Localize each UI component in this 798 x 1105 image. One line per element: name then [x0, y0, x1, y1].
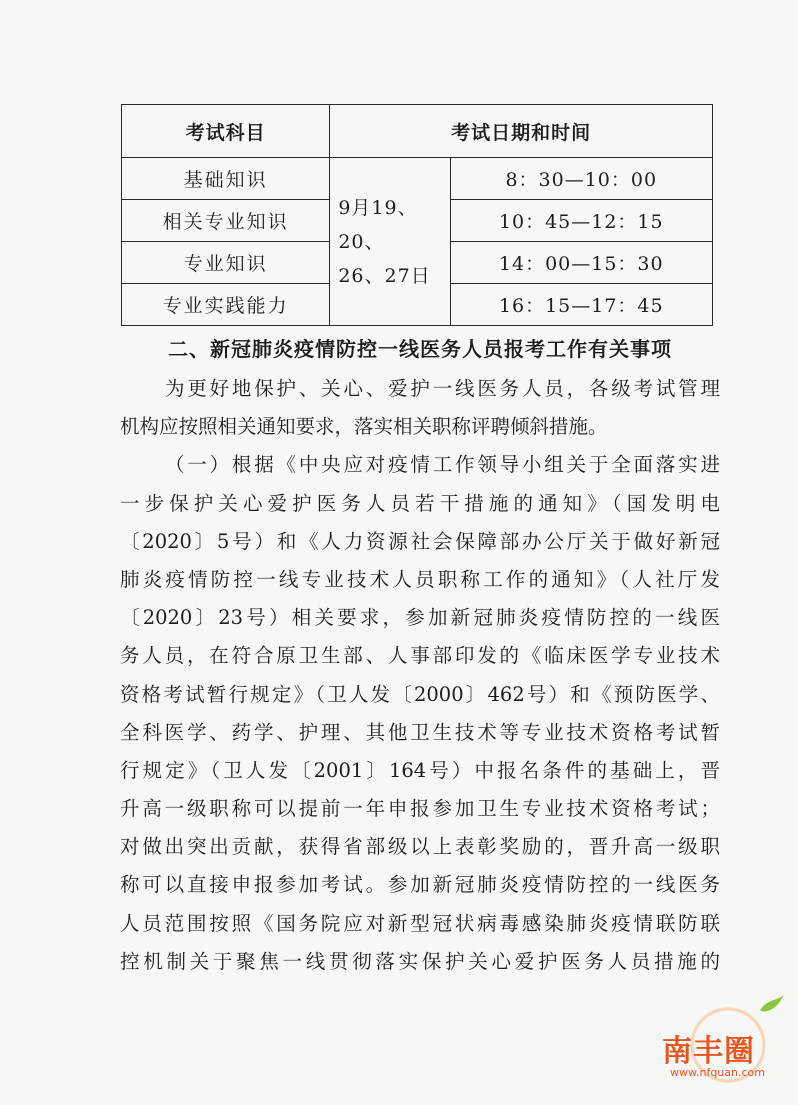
section-heading: 二、新冠肺炎疫情防控一线医务人员报考工作有关事项 — [168, 337, 672, 361]
table-header-row — [122, 105, 713, 158]
paragraph-line: 升高一级职称可以提前一年申报参加卫生专业技术资格考试； — [120, 797, 720, 821]
paragraph-line: 资格考试暂行规定》（卫人发〔2000〕462号）和《预防医学、 — [120, 682, 720, 706]
paragraph-line: 务人员，在符合原卫生部、人事部印发的《临床医学专业技术 — [120, 644, 720, 668]
paragraph-line: 人员范围按照《国务院应对新型冠状病毒感染肺炎疫情联防联 — [120, 911, 720, 935]
paragraph-line: （一）根据《中央应对疫情工作领导小组关于全面落实进 — [165, 453, 720, 477]
subject-cell: 相关专业知识 — [122, 200, 330, 242]
time-cell: 16：15—17：45 — [450, 284, 712, 326]
header-subject: 考试科目 — [122, 105, 330, 158]
watermark — [660, 990, 790, 1095]
paragraph-line: 一步保护关心爱护医务人员若干措施的通知》（国发明电 — [120, 491, 720, 515]
exam-date-cell — [330, 158, 450, 326]
time-cell: 8：30—10：00 — [450, 158, 712, 200]
exam-schedule-table — [121, 104, 713, 326]
paragraph-line: 全科医学、药学、护理、其他卫生技术等专业技术资格考试暂 — [120, 720, 720, 744]
paragraph-line: 行规定》（卫人发〔2001〕164号）中报名条件的基础上，晋 — [120, 758, 720, 782]
paragraph-line: 〔2020〕5号）和《人力资源社会保障部办公厅关于做好新冠 — [120, 529, 720, 553]
header-datetime: 考试日期和时间 — [330, 105, 713, 158]
subject-cell: 基础知识 — [122, 158, 330, 200]
paragraph-line: 称可以直接申报参加考试。参加新冠肺炎疫情防控的一线医务 — [120, 873, 720, 897]
body-text — [120, 370, 720, 981]
exam-date-line: 26、27日 — [338, 264, 431, 287]
time-cell: 10：45—12：15 — [450, 200, 712, 242]
exam-date-line: 9月19、20、 — [338, 196, 418, 253]
paragraph-line: 对做出突出贡献，获得省部级以上表彰奖励的，晋升高一级职 — [120, 835, 720, 859]
subject-cell: 专业知识 — [122, 242, 330, 284]
watermark-brand: 南丰圈 — [662, 1034, 755, 1069]
table-row — [122, 158, 713, 200]
paragraph-line: 控机制关于聚焦一线贯彻落实保护关心爱护医务人员措施的 — [120, 949, 720, 973]
paragraph-line: 为更好地保护、关心、爱护一线医务人员，各级考试管理 — [165, 377, 720, 400]
paragraph-line: 〔2020〕23号）相关要求，参加新冠肺炎疫情防控的一线医 — [120, 606, 720, 630]
subject-cell: 专业实践能力 — [122, 284, 330, 326]
paragraph-line: 机构应按照相关通知要求，落实相关职称评聘倾斜措施。 — [120, 415, 608, 439]
watermark-url: www.nfquan.com — [670, 1066, 765, 1079]
time-cell: 14：00—15：30 — [450, 242, 712, 284]
paragraph-line: 肺炎疫情防控一线专业技术人员职称工作的通知》（人社厅发 — [120, 567, 720, 591]
